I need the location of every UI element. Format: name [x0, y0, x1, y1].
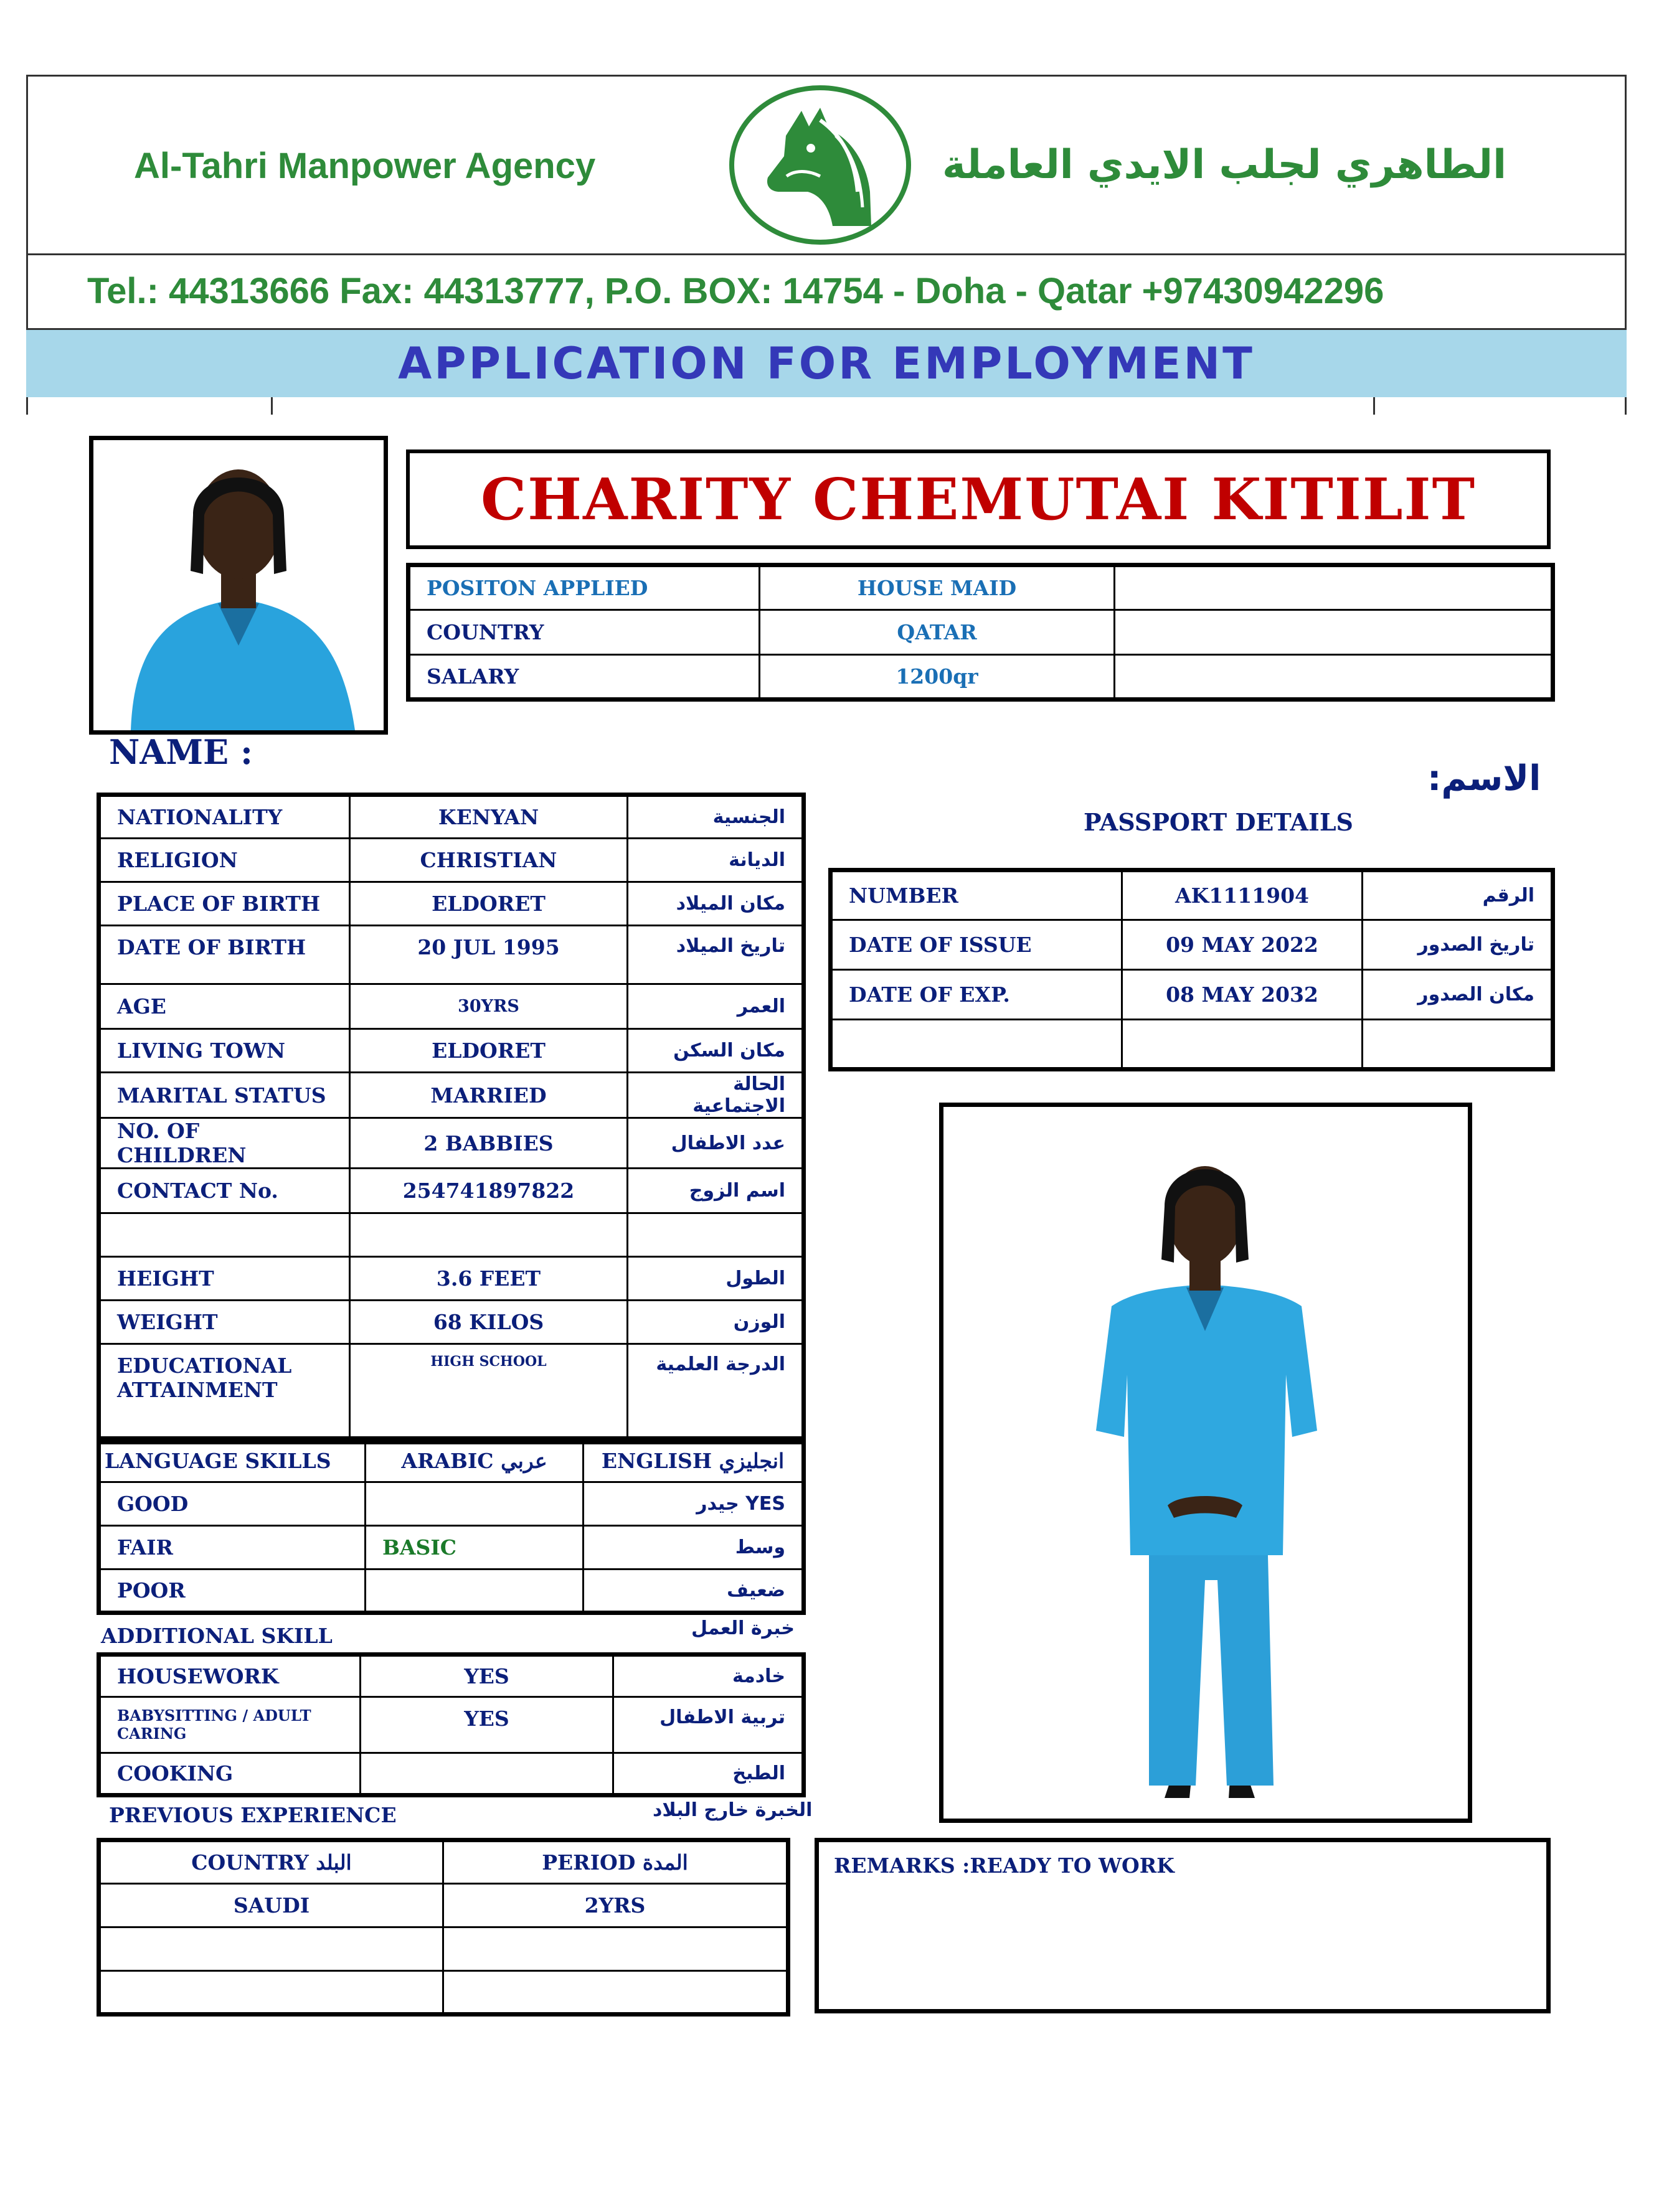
salary-label: SALARY	[409, 655, 760, 700]
table-cell: خادمة	[613, 1655, 804, 1697]
table-cell: HIGH SCHOOL	[350, 1344, 628, 1443]
table-cell: FAIR	[99, 1526, 366, 1570]
table-cell: NO. OF CHILDREN	[99, 1118, 350, 1169]
table-cell: NATIONALITY	[99, 795, 350, 839]
agency-name-ar: الطاهري لجلب الايدي العاملة	[942, 142, 1506, 188]
table-cell	[1115, 565, 1553, 610]
table-cell: ARABIC عربي	[366, 1439, 584, 1482]
table-cell: الرقم	[1363, 870, 1553, 920]
person-portrait-icon	[93, 440, 384, 730]
table-cell: تربية الاطفال	[613, 1697, 804, 1753]
table-cell: العمر	[628, 984, 804, 1029]
table-row	[99, 1439, 804, 1482]
table-cell: ELDORET	[350, 1029, 628, 1073]
table-cell	[1115, 610, 1553, 655]
table-cell: NUMBER	[831, 870, 1122, 920]
remarks-box	[815, 1838, 1551, 2013]
table-cell: 68 KILOS	[350, 1301, 628, 1344]
table-row	[99, 1927, 788, 1971]
table-row	[409, 610, 1553, 655]
table-row	[99, 882, 804, 926]
agency-header	[26, 75, 1627, 255]
table-row	[99, 984, 804, 1029]
table-cell: مكان الصدور	[1363, 970, 1553, 1020]
portrait-photo	[89, 436, 388, 735]
table-cell: الحالة الاجتماعية	[628, 1073, 804, 1118]
table-cell	[628, 1213, 804, 1257]
header-divider	[26, 397, 1627, 415]
table-cell	[361, 1753, 613, 1795]
table-cell: 2 BABBIES	[350, 1118, 628, 1169]
table-cell: الطول	[628, 1257, 804, 1301]
table-cell: GOOD	[99, 1482, 366, 1526]
table-row	[99, 1697, 804, 1753]
personal-details-table	[97, 793, 806, 1444]
table-row	[99, 1655, 804, 1697]
table-cell: 20 JUL 1995	[350, 926, 628, 984]
additional-skill-title: ADDITIONAL SKILL	[101, 1624, 333, 1648]
table-cell: وسط	[584, 1526, 804, 1570]
previous-experience-title-ar: الخبرة خارج البلاد	[653, 1799, 813, 1821]
table-cell: 254741897822	[350, 1169, 628, 1213]
table-row	[831, 970, 1553, 1020]
table-cell: COOKING	[99, 1753, 361, 1795]
table-cell: عدد الاطفال	[628, 1118, 804, 1169]
table-row	[99, 1570, 804, 1613]
table-cell	[443, 1971, 788, 2015]
table-cell: DATE OF ISSUE	[831, 920, 1122, 970]
table-cell: LANGUAGE SKILLS	[99, 1439, 366, 1482]
table-cell: ضعيف	[584, 1570, 804, 1613]
table-row	[409, 655, 1553, 700]
table-cell	[366, 1482, 584, 1526]
table-row	[99, 1301, 804, 1344]
person-full-body-icon	[943, 1107, 1468, 1819]
table-cell: 2YRS	[443, 1884, 788, 1927]
table-cell: SAUDI	[99, 1884, 443, 1927]
table-cell: الديانة	[628, 839, 804, 882]
table-row	[99, 1257, 804, 1301]
table-row	[831, 920, 1553, 970]
table-cell: AK1111904	[1122, 870, 1363, 920]
table-cell	[99, 1927, 443, 1971]
table-row	[99, 1840, 788, 1884]
table-row	[99, 1971, 788, 2015]
table-row	[99, 1526, 804, 1570]
table-cell: PERIOD المدة	[443, 1840, 788, 1884]
table-cell: الطبخ	[613, 1753, 804, 1795]
table-cell: YES	[361, 1697, 613, 1753]
table-row	[99, 1213, 804, 1257]
table-row	[99, 1344, 804, 1443]
table-row	[99, 1073, 804, 1118]
table-row	[99, 1753, 804, 1795]
table-cell	[350, 1213, 628, 1257]
table-cell: PLACE OF BIRTH	[99, 882, 350, 926]
table-row	[99, 1884, 788, 1927]
table-row	[99, 795, 804, 839]
table-cell: YES	[361, 1655, 613, 1697]
table-cell: EDUCATIONAL ATTAINMENT	[99, 1344, 350, 1443]
table-cell: 08 MAY 2032	[1122, 970, 1363, 1020]
table-cell: الجنسية	[628, 795, 804, 839]
table-cell	[1115, 655, 1553, 700]
table-cell: AGE	[99, 984, 350, 1029]
table-row	[831, 1020, 1553, 1070]
table-cell: DATE OF BIRTH	[99, 926, 350, 984]
table-cell: POOR	[99, 1570, 366, 1613]
table-cell: LIVING TOWN	[99, 1029, 350, 1073]
table-cell	[366, 1570, 584, 1613]
position-label: POSITON APPLIED	[409, 565, 760, 610]
language-skills-table	[97, 1436, 806, 1615]
contact-line: Tel.: 44313666 Fax: 44313777, P.O. BOX: 14754 - Doha - Qatar +97430942296	[26, 254, 1627, 330]
table-cell: MARITAL STATUS	[99, 1073, 350, 1118]
table-cell: 3.6 FEET	[350, 1257, 628, 1301]
table-row	[99, 926, 804, 984]
table-cell: KENYAN	[350, 795, 628, 839]
table-cell: تاريخ الميلاد	[628, 926, 804, 984]
table-cell: مكان الميلاد	[628, 882, 804, 926]
table-cell	[1363, 1020, 1553, 1070]
applicant-full-name: CHARITY CHEMUTAI KITILIT	[406, 449, 1551, 549]
table-cell: BASIC	[366, 1526, 584, 1570]
country-value: QATAR	[760, 610, 1115, 655]
table-cell: YES جيدر	[584, 1482, 804, 1526]
previous-experience-table	[97, 1838, 790, 2017]
table-cell: CHRISTIAN	[350, 839, 628, 882]
additional-skill-title-ar: خبرة العمل	[691, 1617, 795, 1639]
table-cell	[99, 1213, 350, 1257]
previous-experience-title: PREVIOUS EXPERIENCE	[109, 1803, 397, 1827]
salary-value: 1200qr	[760, 655, 1115, 700]
table-cell: 30YRS	[350, 984, 628, 1029]
position-table	[406, 563, 1555, 702]
remarks-text: REMARKS :READY TO WORK	[834, 1853, 1175, 1878]
table-cell: MARRIED	[350, 1073, 628, 1118]
name-label-ar: الاسم:	[1427, 758, 1541, 799]
table-cell: BABYSITTING / ADULT CARING	[99, 1697, 361, 1753]
table-cell: HEIGHT	[99, 1257, 350, 1301]
table-row	[99, 1029, 804, 1073]
table-cell: مكان السكن	[628, 1029, 804, 1073]
table-cell: CONTACT No.	[99, 1169, 350, 1213]
table-row	[99, 1169, 804, 1213]
horse-head-icon	[727, 83, 914, 248]
table-row	[831, 870, 1553, 920]
agency-name-en: Al-Tahri Manpower Agency	[134, 146, 596, 186]
table-cell: HOUSEWORK	[99, 1655, 361, 1697]
table-cell: RELIGION	[99, 839, 350, 882]
table-row	[99, 1118, 804, 1169]
table-row	[409, 565, 1553, 610]
table-cell: DATE OF EXP.	[831, 970, 1122, 1020]
country-label: COUNTRY	[409, 610, 760, 655]
name-label-en: NAME :	[109, 732, 253, 772]
position-value: HOUSE MAID	[760, 565, 1115, 610]
table-cell: الدرجة العلمية	[628, 1344, 804, 1443]
table-cell: ELDORET	[350, 882, 628, 926]
table-row	[99, 1482, 804, 1526]
table-cell: ENGLISH انجليزي	[584, 1439, 804, 1482]
additional-skills-table	[97, 1652, 806, 1797]
table-cell: COUNTRY البلد	[99, 1840, 443, 1884]
table-cell	[1122, 1020, 1363, 1070]
table-cell: الوزن	[628, 1301, 804, 1344]
full-body-photo	[939, 1103, 1472, 1823]
table-cell	[831, 1020, 1122, 1070]
form-title: APPLICATION FOR EMPLOYMENT	[26, 330, 1627, 397]
table-cell: 09 MAY 2022	[1122, 920, 1363, 970]
table-row	[99, 839, 804, 882]
passport-details-title: PASSPORT DETAILS	[1084, 808, 1353, 836]
passport-table	[828, 868, 1555, 1071]
table-cell: اسم الزوج	[628, 1169, 804, 1213]
table-cell	[443, 1927, 788, 1971]
table-cell: تاريخ الصدور	[1363, 920, 1553, 970]
table-cell: WEIGHT	[99, 1301, 350, 1344]
table-cell	[99, 1971, 443, 2015]
